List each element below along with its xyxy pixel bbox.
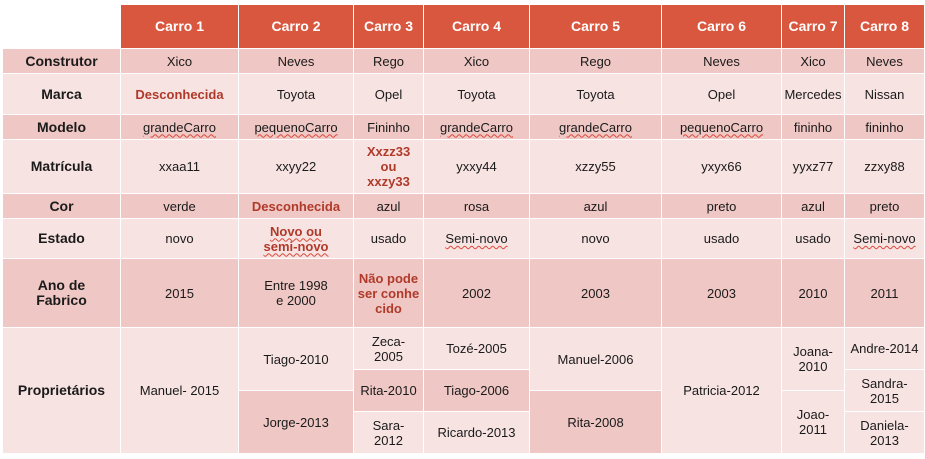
row-matricula [3, 140, 925, 194]
cell: Desconhecida [239, 194, 354, 219]
cell: Xico [424, 49, 530, 74]
cell: yyxz77 [782, 140, 845, 194]
owner-carro-3-3: Sara-2012 [354, 412, 424, 454]
cell: 2002 [424, 259, 530, 328]
owner-carro-7-1: Joana-2010 [782, 328, 845, 391]
cell: xzzy55 [530, 140, 662, 194]
header-carro-7: Carro 7 [782, 5, 845, 49]
label-proprietarios: Proprietários [3, 328, 121, 454]
owner-carro-4-2: Tiago-2006 [424, 370, 530, 412]
cell: 2010 [782, 259, 845, 328]
cell: Neves [845, 49, 925, 74]
owner-carro-3-2: Rita-2010 [354, 370, 424, 412]
cell: verde [121, 194, 239, 219]
cell: Xxzz33 ou xxzy33 [354, 140, 424, 194]
cell: xxaa11 [121, 140, 239, 194]
owner-carro-8-2: Sandra-2015 [845, 370, 925, 412]
row-construtor [3, 49, 925, 74]
cell: azul [530, 194, 662, 219]
cell: Xico [121, 49, 239, 74]
cell: Opel [662, 74, 782, 115]
row-cor [3, 194, 925, 219]
cell: Toyota [424, 74, 530, 115]
label-matricula: Matrícula [3, 140, 121, 194]
owner-carro-4-1: Tozé-2005 [424, 328, 530, 370]
cell: grandeCarro [121, 115, 239, 140]
header-carro-6: Carro 6 [662, 5, 782, 49]
label-ano: Ano de Fabrico [3, 259, 121, 328]
header-carro-3: Carro 3 [354, 5, 424, 49]
owner-carro-2-1: Tiago-2010 [239, 328, 354, 391]
cell: Neves [662, 49, 782, 74]
row-ano [3, 259, 925, 328]
cell: zzxy88 [845, 140, 925, 194]
cell: preto [662, 194, 782, 219]
cell: pequenoCarro [662, 115, 782, 140]
header-carro-2: Carro 2 [239, 5, 354, 49]
cell: xxyy22 [239, 140, 354, 194]
header-carro-4: Carro 4 [424, 5, 530, 49]
cell: 2003 [530, 259, 662, 328]
label-modelo: Modelo [3, 115, 121, 140]
row-estado [3, 219, 925, 259]
label-construtor: Construtor [3, 49, 121, 74]
cell: Toyota [530, 74, 662, 115]
owner-carro-4-3: Ricardo-2013 [424, 412, 530, 454]
cell: Mercedes [782, 74, 845, 115]
owner-carro-8-3: Daniela-2013 [845, 412, 925, 454]
table-corner [3, 5, 121, 49]
label-estado: Estado [3, 219, 121, 259]
owner-carro-2-2: Jorge-2013 [239, 391, 354, 454]
cell: Semi-novo [845, 219, 925, 259]
cell: preto [845, 194, 925, 219]
cell: Rego [530, 49, 662, 74]
header-carro-5: Carro 5 [530, 5, 662, 49]
row-marca [3, 74, 925, 115]
cell: usado [782, 219, 845, 259]
cell: novo [121, 219, 239, 259]
owner-carro-8-1: Andre-2014 [845, 328, 925, 370]
cell: yxyx66 [662, 140, 782, 194]
cell: Opel [354, 74, 424, 115]
cell: azul [782, 194, 845, 219]
cell: Neves [239, 49, 354, 74]
owner-carro-6: Patricia-2012 [662, 328, 782, 454]
row-modelo [3, 115, 925, 140]
cars-table [2, 4, 925, 454]
cell: Rego [354, 49, 424, 74]
owner-carro-1: Manuel- 2015 [121, 328, 239, 454]
cell: Novo ou semi-novo [239, 219, 354, 259]
cell: Xico [782, 49, 845, 74]
cell: rosa [424, 194, 530, 219]
cell: usado [354, 219, 424, 259]
cell: fininho [845, 115, 925, 140]
owner-carro-5-2: Rita-2008 [530, 391, 662, 454]
cell: Fininho [354, 115, 424, 140]
cell: Não pode ser conhecido [354, 259, 424, 328]
cell: 2011 [845, 259, 925, 328]
owner-carro-3-1: Zeca-2005 [354, 328, 424, 370]
cell: usado [662, 219, 782, 259]
cell: Toyota [239, 74, 354, 115]
cell: grandeCarro [530, 115, 662, 140]
cell: pequenoCarro [239, 115, 354, 140]
cell: 2015 [121, 259, 239, 328]
owner-carro-5-1: Manuel-2006 [530, 328, 662, 391]
cell: Desconhecida [121, 74, 239, 115]
cell: 2003 [662, 259, 782, 328]
cell: fininho [782, 115, 845, 140]
label-cor: Cor [3, 194, 121, 219]
header-carro-1: Carro 1 [121, 5, 239, 49]
cell: novo [530, 219, 662, 259]
owner-carro-7-2: Joao-2011 [782, 391, 845, 454]
cell: Semi-novo [424, 219, 530, 259]
cell: azul [354, 194, 424, 219]
header-carro-8: Carro 8 [845, 5, 925, 49]
cell: yxxy44 [424, 140, 530, 194]
cell: Nissan [845, 74, 925, 115]
label-marca: Marca [3, 74, 121, 115]
cell: grandeCarro [424, 115, 530, 140]
cell: Entre 1998 e 2000 [239, 259, 354, 328]
